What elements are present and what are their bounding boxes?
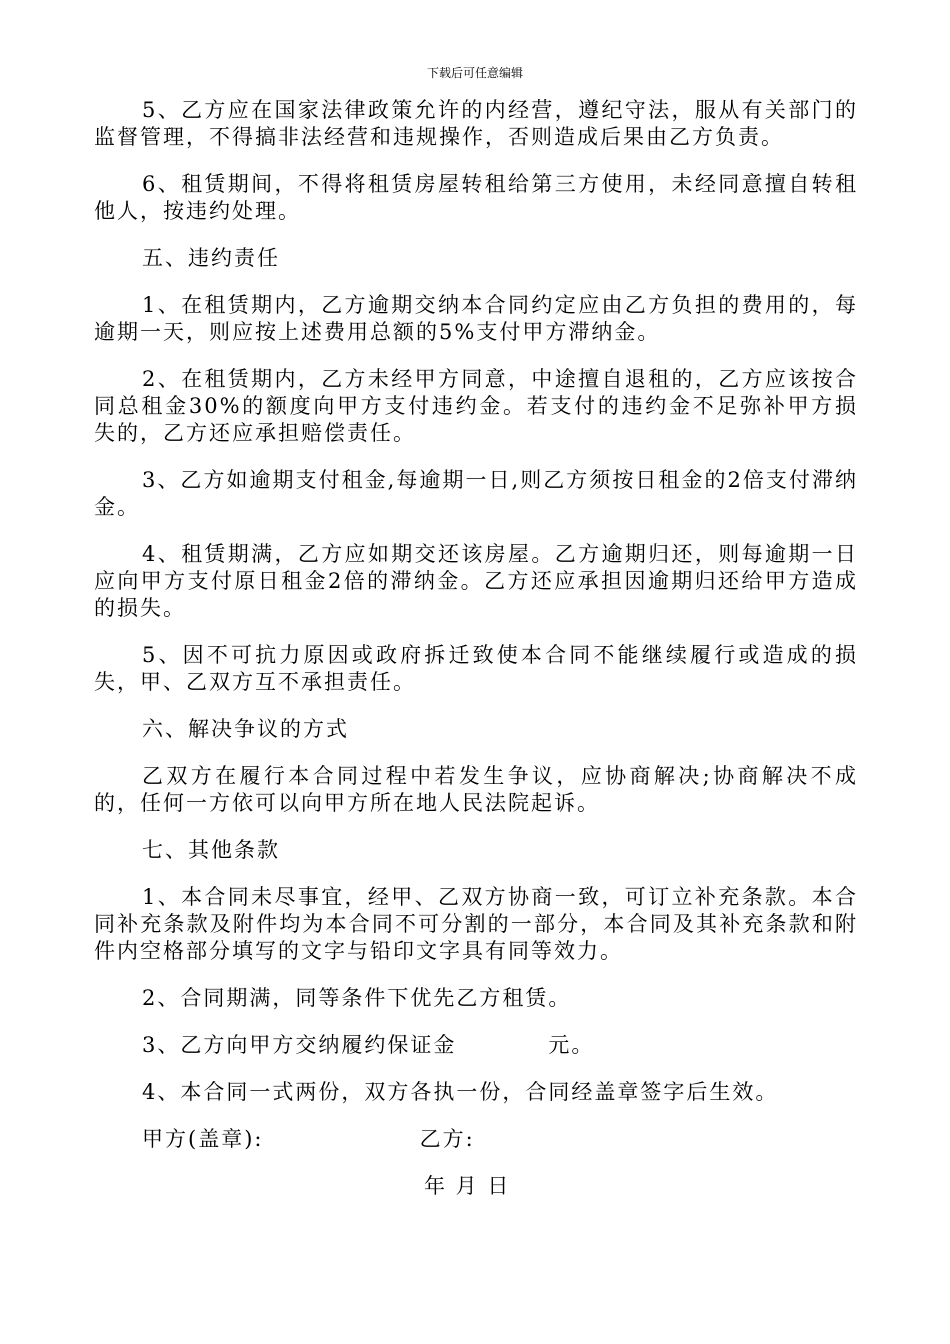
clause-5-3: 3、乙方如逾期支付租金,每逾期一日,则乙方须按日租金的2倍支付滞纳金。 (94, 468, 858, 519)
document-body (94, 97, 858, 1200)
party-a-signature: 甲方(盖章): (142, 1127, 264, 1151)
clause-4-6: 6、租赁期间，不得将租赁房屋转租给第三方使用，未经同意擅自转租他人，按违约处理。 (94, 172, 858, 223)
clause-6-1: 乙双方在履行本合同过程中若发生争议，应协商解决;协商解决不成的，任何一方依可以向甲方所在地人民法院起诉。 (94, 764, 858, 815)
date-line: 年 月 日 (424, 1174, 511, 1198)
party-b-signature: 乙方: (419, 1127, 475, 1151)
clause-7-2: 2、合同期满，同等条件下优先乙方租赁。 (142, 986, 572, 1010)
clause-5-1: 1、在租赁期内，乙方逾期交纳本合同约定应由乙方负担的费用的，每逾期一天，则应按上述费用总额的5%支付甲方滞纳金。 (94, 293, 858, 344)
clause-5-5: 5、因不可抗力原因或政府拆迁致使本合同不能继续履行或造成的损失，甲、乙双方互不承担责任。 (94, 643, 858, 694)
section-heading-7: 七、其他条款 (142, 838, 280, 862)
clause-5-2: 2、在租赁期内，乙方未经甲方同意，中途擅自退租的，乙方应该按合同总租金30%的额度向甲方支付违约金。若支付的违约金不足弥补甲方损失的，乙方还应承担赔偿责任。 (94, 367, 858, 445)
page-header: 下载后可任意编辑 (426, 66, 523, 80)
clause-4-5: 5、乙方应在国家法律政策允许的内经营，遵纪守法，服从有关部门的监督管理，不得搞非法经营和违规操作，否则造成后果由乙方负责。 (94, 98, 858, 149)
clause-5-4: 4、租赁期满，乙方应如期交还该房屋。乙方逾期归还，则每逾期一日应向甲方支付原日租金2倍的滞纳金。乙方还应承担因逾期归还给甲方造成的损失。 (94, 542, 858, 620)
clause-7-3: 3、乙方向甲方交纳履约保证金 元。 (142, 1033, 595, 1057)
section-heading-5: 五、违约责任 (142, 246, 280, 270)
clause-7-4: 4、本合同一式两份，双方各执一份，合同经盖章签字后生效。 (142, 1080, 779, 1104)
section-heading-6: 六、解决争议的方式 (142, 717, 349, 741)
signature-line (94, 1126, 858, 1153)
clause-7-1: 1、本合同未尽事宜，经甲、乙双方协商一致，可订立补充条款。本合同补充条款及附件均为本合同不可分割的一部分，本合同及其补充条款和附件内空格部分填写的文字与铅印文字具有同等效力。 (94, 885, 858, 963)
